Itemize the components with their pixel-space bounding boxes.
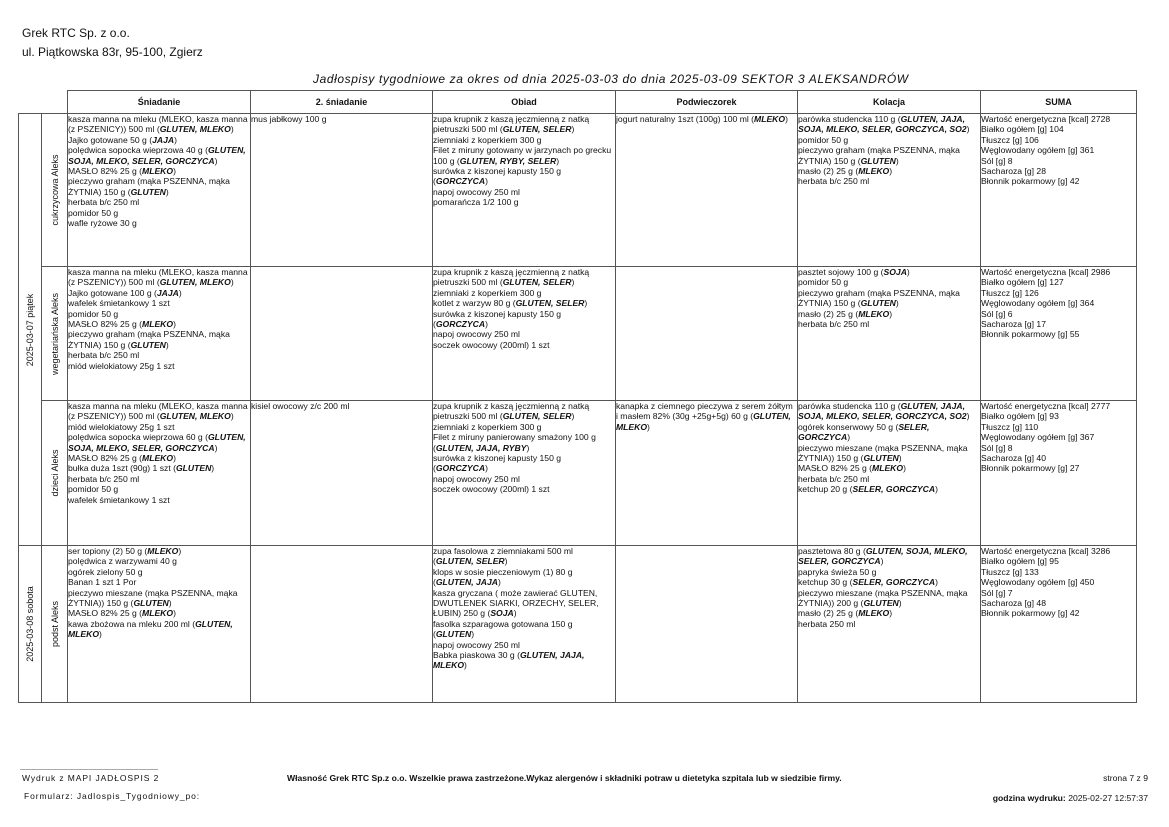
footer-divider bbox=[20, 769, 158, 770]
menu-line: Wartość energetyczna [kcal] 2986 bbox=[981, 267, 1111, 277]
meal-cell bbox=[433, 546, 616, 703]
menu-line: Sacharoza [g] 40 bbox=[981, 453, 1046, 464]
menu-line: Tłuszcz [g] 106 bbox=[981, 134, 1039, 145]
meal-cell bbox=[251, 267, 433, 401]
meal-cell bbox=[68, 267, 251, 401]
menu-line: Białko ogółem [g] 93 bbox=[981, 411, 1059, 422]
menu-line: kawa zbożowa na mleku 200 ml (GLUTEN, MLEKO) bbox=[68, 618, 233, 640]
menu-line: wafelek śmietankowy 1 szt bbox=[68, 494, 170, 505]
meal-lines bbox=[798, 401, 980, 495]
menu-line: pieczywo graham (mąka PSZENNA, mąka ŻYTNIA) 150 g (GLUTEN) bbox=[68, 176, 230, 197]
diet-label: cukrzycowa Aleks bbox=[49, 154, 60, 226]
meal-lines bbox=[798, 267, 980, 329]
menu-line: herbata b/c 250 ml bbox=[798, 473, 870, 484]
menu-line: polędwica z warzywami 40 g bbox=[68, 556, 177, 567]
menu-line: masło (2) 25 g (MLEKO) bbox=[798, 308, 893, 319]
menu-line: Wartość energetyczna [kcal] 2728 bbox=[981, 114, 1111, 124]
menu-line: pasztetowa 80 g (GLUTEN, SOJA, MLEKO, SELER, GORCZYCA) bbox=[798, 546, 968, 567]
meal-lines bbox=[68, 546, 250, 640]
allergen-text: GLUTEN, MLEKO bbox=[159, 124, 231, 135]
allergen-text: MLEKO bbox=[858, 308, 890, 319]
menu-line: pomarańcza 1/2 100 g bbox=[433, 197, 519, 208]
menu-line: mus jabłkowy 100 g bbox=[251, 114, 327, 124]
meal-lines bbox=[798, 114, 980, 187]
allergen-text: GLUTEN, SELER bbox=[502, 277, 572, 288]
meal-cell bbox=[798, 546, 981, 703]
diet-label: dzieci Aleks bbox=[49, 449, 60, 497]
menu-line: miód wielokiatowy 25g 1 szt bbox=[68, 360, 175, 371]
company-address: ul. Piątkowska 83r, 95-100, Zgierz bbox=[22, 45, 203, 59]
menu-line: napoj owocowy 250 ml bbox=[433, 329, 520, 340]
menu-line: herbata b/c 250 ml bbox=[798, 319, 870, 330]
print-time-label: godzina wydruku: bbox=[992, 793, 1066, 803]
menu-line: surówka z kiszonej kapusty 150 g (GORCZYCA) bbox=[433, 308, 562, 330]
day-label: 2025-03-08 sobota bbox=[25, 586, 35, 662]
allergen-text: GLUTEN bbox=[860, 298, 896, 309]
menu-line: zupa krupnik z kaszą jęczmienną z natką pietruszki 500 ml (GLUTEN, SELER) bbox=[433, 267, 590, 288]
meal-cell bbox=[68, 546, 251, 703]
menu-line: Sacharoza [g] 28 bbox=[981, 166, 1046, 177]
meal-cell bbox=[68, 401, 251, 546]
menu-line: zupa krupnik z kaszą jęczmienną z natką pietruszki 500 ml (GLUTEN, SELER) bbox=[433, 401, 590, 422]
menu-line: pomidor 50 g bbox=[798, 277, 849, 288]
allergen-text: SOJA bbox=[883, 267, 907, 277]
table-row bbox=[19, 401, 1137, 546]
meal-cell bbox=[251, 546, 433, 703]
allergen-text: GLUTEN, SOJA, MLEKO, SELER, GORCZYCA bbox=[68, 432, 246, 453]
table-row bbox=[19, 546, 1137, 703]
print-time-value: 2025-02-27 12:57:37 bbox=[1068, 793, 1148, 803]
allergen-text: MLEKO bbox=[858, 608, 890, 619]
menu-line: pieczywo mieszane (mąka PSZENNA, mąka ŻYTNIA)) 150 g (GLUTEN) bbox=[68, 587, 238, 609]
footer-copyright: Własność Grek RTC Sp.z o.o. Wszelkie prawa zastrzeżone.Wykaz alergenów i składniki potraw u dietetyka szpitala lub w siedzibie firmy. bbox=[287, 773, 842, 783]
menu-line: Wartość energetyczna [kcal] 3286 bbox=[981, 546, 1111, 556]
menu-line: ogórek zielony 50 g bbox=[68, 566, 143, 577]
menu-line: pomidor 50 g bbox=[798, 134, 849, 145]
menu-line: jogurt naturalny 1szt (100g) 100 ml (MLEKO) bbox=[616, 114, 788, 124]
col-header-podwieczorek: Podwieczorek bbox=[616, 91, 798, 114]
page-title: Jadłospisy tygodniowe za okres od dnia 2025-03-03 do dnia 2025-03-09 SEKTOR 3 ALEKSANDRÓW bbox=[313, 72, 909, 86]
col-header-suma: SUMA bbox=[981, 91, 1137, 114]
table-row bbox=[19, 114, 1137, 267]
allergen-text: MLEKO bbox=[142, 453, 174, 464]
menu-line: herbata b/c 250 ml bbox=[68, 350, 140, 361]
allergen-text: GLUTEN, SOJA, MLEKO, SELER, GORCZYCA bbox=[68, 145, 246, 166]
menu-line: Białko ogółem [g] 127 bbox=[981, 277, 1064, 288]
meal-cell bbox=[251, 114, 433, 267]
menu-line: Babka piaskowa 30 g (GLUTEN, JAJA, MLEKO) bbox=[433, 650, 585, 671]
menu-line: Banan 1 szt 1 Por bbox=[68, 577, 137, 588]
menu-line: pomidor 50 g bbox=[68, 308, 119, 319]
allergen-text: MLEKO bbox=[142, 319, 174, 330]
menu-line: pieczywo graham (mąka PSZENNA, mąka ŻYTNIA) 150 g (GLUTEN) bbox=[68, 329, 230, 350]
menu-line: herbata 250 ml bbox=[798, 618, 856, 629]
diet-label: podst Aleks bbox=[49, 600, 60, 648]
meal-cell bbox=[68, 114, 251, 267]
meal-cell bbox=[616, 114, 798, 267]
meal-lines bbox=[433, 401, 615, 495]
menu-table bbox=[18, 90, 1137, 703]
day-label: 2025-03-07 piątek bbox=[25, 293, 35, 366]
menu-line: napoj owocowy 250 ml bbox=[433, 186, 520, 197]
menu-line: Jajko gotowane 50 g (JAJA) bbox=[68, 134, 177, 145]
menu-line: fasolka szparagowa gotowana 150 g (GLUTEN) bbox=[433, 618, 573, 640]
allergen-text: GLUTEN, MLEKO bbox=[159, 277, 231, 288]
meal-cell bbox=[433, 267, 616, 401]
allergen-text: GLUTEN, SELER bbox=[515, 298, 585, 309]
allergen-text: GORCZYCA bbox=[435, 176, 486, 187]
menu-line: Węglowodany ogółem [g] 367 bbox=[981, 432, 1095, 443]
footer-print-time bbox=[993, 793, 1148, 803]
menu-line: Błonnik pokarmowy [g] 55 bbox=[981, 329, 1080, 340]
allergen-text: MLEKO bbox=[754, 114, 786, 124]
menu-line: kasza gryczana ( może zawierać GLUTEN, DWUTLENEK SIARKI, ORZECHY, SELER, ŁUBIN) 250 g (SOJA) bbox=[433, 587, 599, 619]
meal-cell bbox=[616, 267, 798, 401]
menu-line: Białko ogółem [g] 104 bbox=[981, 124, 1064, 135]
summary-lines bbox=[981, 401, 1136, 474]
menu-line: pieczywo graham (mąka PSZENNA, mąka ŻYTNIA) 150 g (GLUTEN) bbox=[798, 287, 960, 309]
allergen-text: MLEKO bbox=[142, 608, 174, 619]
menu-line: soczek owocowy (200ml) 1 szt bbox=[433, 339, 550, 350]
menu-line: kasza manna na mleku (MLEKO, kasza manna (z PSZENICY)) 500 ml (GLUTEN, MLEKO) bbox=[68, 114, 248, 135]
menu-line: Błonnik pokarmowy [g] 42 bbox=[981, 608, 1080, 619]
menu-line: Tłuszcz [g] 126 bbox=[981, 287, 1039, 298]
meal-lines bbox=[798, 546, 980, 629]
meal-lines bbox=[616, 401, 797, 432]
allergen-text: GLUTEN bbox=[863, 598, 899, 609]
meal-cell bbox=[798, 401, 981, 546]
summary-cell bbox=[981, 267, 1137, 401]
meal-cell bbox=[798, 267, 981, 401]
col-header-kolacja: Kolacja bbox=[798, 91, 981, 114]
menu-line: wafle ryżowe 30 g bbox=[68, 218, 137, 229]
meal-lines bbox=[433, 114, 615, 208]
meal-cell bbox=[251, 401, 433, 546]
menu-line: miód wielokiatowy 25g 1 szt bbox=[68, 421, 175, 432]
day-cell bbox=[19, 546, 42, 703]
allergen-text: MLEKO bbox=[147, 546, 179, 556]
menu-line: zupa fasolowa z ziemniakami 500 ml (GLUTEN, SELER) bbox=[433, 546, 573, 567]
meal-cell bbox=[433, 401, 616, 546]
menu-line: surówka z kiszonej kapusty 150 g (GORCZYCA) bbox=[433, 166, 562, 187]
diet-cell bbox=[42, 114, 68, 267]
col-header-2-sniadanie: 2. śniadanie bbox=[251, 91, 433, 114]
menu-line: Węglowodany ogółem [g] 364 bbox=[981, 298, 1095, 309]
allergen-text: GLUTEN, SOJA, MLEKO, SELER, GORCZYCA bbox=[798, 546, 968, 567]
footer-form-name: Formularz: Jadlospis_Tygodniowy_po: bbox=[24, 791, 201, 801]
allergen-text: MLEKO bbox=[858, 166, 890, 177]
menu-line: klops w sosie pieczeniowym (1) 80 g (GLUTEN, JAJA) bbox=[433, 566, 573, 588]
allergen-text: GLUTEN, MLEKO bbox=[68, 618, 233, 640]
meal-cell bbox=[433, 114, 616, 267]
summary-lines bbox=[981, 267, 1136, 340]
company-name: Grek RTC Sp. z o.o. bbox=[22, 26, 130, 40]
menu-line: Sól [g] 8 bbox=[981, 442, 1013, 453]
footer-page-number: strona 7 z 9 bbox=[1103, 773, 1148, 783]
allergen-text: GLUTEN bbox=[435, 629, 472, 640]
menu-line: Węglowodany ogółem [g] 450 bbox=[981, 577, 1095, 588]
menu-line: MASŁO 82% 25 g (MLEKO) bbox=[68, 608, 176, 619]
menu-line: bułka duża 1szt (90g) 1 szt (GLUTEN) bbox=[68, 463, 215, 474]
meal-lines bbox=[251, 114, 432, 124]
summary-lines bbox=[981, 114, 1136, 187]
menu-line: herbata b/c 250 ml bbox=[68, 197, 140, 208]
allergen-text: SELER, GORCZYCA bbox=[798, 421, 930, 443]
summary-lines bbox=[981, 546, 1136, 619]
allergen-text: GLUTEN bbox=[130, 186, 166, 197]
menu-line: ziemniaki z koperkiem 300 g bbox=[433, 134, 542, 145]
menu-line: ketchup 30 g (SELER, GORCZYCA) bbox=[798, 577, 938, 588]
summary-cell bbox=[981, 114, 1137, 267]
menu-line: MASŁO 82% 25 g (MLEKO) bbox=[798, 463, 906, 474]
allergen-text: GLUTEN bbox=[130, 339, 166, 350]
meal-lines bbox=[68, 267, 250, 371]
diet-cell bbox=[42, 401, 68, 546]
menu-line: Błonnik pokarmowy [g] 42 bbox=[981, 176, 1080, 187]
menu-line: MASŁO 82% 25 g (MLEKO) bbox=[68, 319, 176, 330]
menu-line: Tłuszcz [g] 110 bbox=[981, 421, 1039, 432]
allergen-text: GLUTEN, RYBY, SELER bbox=[459, 155, 557, 166]
menu-line: parówka studencka 110 g (GLUTEN, JAJA, SOJA, MLEKO, SELER, GORCZYCA, SO2) bbox=[798, 401, 970, 422]
meal-lines bbox=[433, 267, 615, 350]
menu-line: Węglowodany ogółem [g] 361 bbox=[981, 145, 1095, 156]
menu-line: kasza manna na mleku (MLEKO, kasza manna (z PSZENICY)) 500 ml (GLUTEN, MLEKO) bbox=[68, 267, 248, 288]
menu-line: Sól [g] 7 bbox=[981, 587, 1013, 598]
allergen-text: GLUTEN bbox=[860, 155, 896, 166]
allergen-text: JAJA bbox=[156, 287, 179, 298]
menu-line: Sól [g] 8 bbox=[981, 155, 1013, 166]
menu-line: polędwica sopocka wieprzowa 60 g (GLUTEN, SOJA, MLEKO, SELER, GORCZYCA) bbox=[68, 432, 246, 453]
menu-line: Filet z miruny panierowany smażony 100 g (GLUTEN, JAJA, RYBY) bbox=[433, 432, 596, 453]
menu-line: soczek owocowy (200ml) 1 szt bbox=[433, 484, 550, 495]
summary-cell bbox=[981, 546, 1137, 703]
menu-line: parówka studencka 110 g (GLUTEN, JAJA, SOJA, MLEKO, SELER, GORCZYCA, SO2) bbox=[798, 114, 970, 135]
menu-line: pomidor 50 g bbox=[68, 484, 119, 495]
meal-cell bbox=[798, 114, 981, 267]
meal-cell bbox=[616, 546, 798, 703]
diet-cell bbox=[42, 546, 68, 703]
allergen-text: MLEKO bbox=[872, 463, 904, 474]
menu-line: pieczywo mieszane (mąka PSZENNA, mąka ŻYTNIA)) 150 g (GLUTEN) bbox=[798, 442, 968, 464]
allergen-text: MLEKO bbox=[142, 166, 174, 177]
menu-line: kotlet z warzyw 80 g (GLUTEN, SELER) bbox=[433, 298, 588, 309]
meal-lines bbox=[251, 401, 432, 411]
allergen-text: GORCZYCA bbox=[435, 319, 486, 330]
menu-line: Sól [g] 6 bbox=[981, 308, 1013, 319]
menu-line: herbata b/c 250 ml bbox=[68, 473, 140, 484]
allergen-text: GLUTEN, JAJA, SOJA, MLEKO, SELER, GORCZYCA, SO2 bbox=[798, 401, 967, 422]
allergen-text: JAJA bbox=[152, 134, 175, 145]
menu-line: kanapka z ciemnego pieczywa z serem żółtym i masłem 82% (30g +25g+5g) 60 g (GLUTEN, MLEKO) bbox=[616, 401, 793, 432]
menu-line: kasza manna na mleku (MLEKO, kasza manna (z PSZENICY)) 500 ml (GLUTEN, MLEKO) bbox=[68, 401, 248, 422]
menu-line: Sacharoza [g] 17 bbox=[981, 319, 1046, 330]
header-row bbox=[19, 91, 1137, 114]
allergen-text: GORCZYCA bbox=[435, 463, 486, 474]
allergen-text: GLUTEN, MLEKO bbox=[616, 411, 791, 432]
menu-line: ser topiony (2) 50 g (MLEKO) bbox=[68, 546, 182, 556]
col-header-obiad: Obiad bbox=[433, 91, 616, 114]
diet-label: wegetariańska Aleks bbox=[49, 292, 60, 375]
allergen-text: GLUTEN, JAJA, RYBY bbox=[435, 442, 527, 453]
company-block bbox=[22, 24, 203, 62]
menu-line: masło (2) 25 g (MLEKO) bbox=[798, 166, 893, 177]
footer-print-source: Wydruk z MAPI JADŁOSPIS 2 bbox=[22, 773, 160, 783]
menu-line: napoj owocowy 250 ml bbox=[433, 639, 520, 650]
meal-lines bbox=[68, 401, 250, 505]
menu-line: ketchup 20 g (SELER, GORCZYCA) bbox=[798, 484, 938, 495]
meal-lines bbox=[68, 114, 250, 228]
summary-cell bbox=[981, 401, 1137, 546]
allergen-text: GLUTEN bbox=[133, 598, 169, 609]
allergen-text: GLUTEN bbox=[175, 463, 212, 474]
menu-line: MASŁO 82% 25 g (MLEKO) bbox=[68, 166, 176, 177]
menu-line: Filet z miruny gotowany w jarzynach po grecku 100 g (GLUTEN, RYBY, SELER) bbox=[433, 145, 612, 166]
menu-line: herbata b/c 250 ml bbox=[798, 176, 870, 187]
allergen-text: GLUTEN, JAJA bbox=[435, 577, 498, 588]
menu-line: Sacharoza [g] 48 bbox=[981, 598, 1046, 609]
allergen-text: SOJA bbox=[490, 608, 514, 619]
col-header-sniadanie: Śniadanie bbox=[68, 91, 251, 114]
menu-line: ziemniaki z koperkiem 300 g bbox=[433, 287, 542, 298]
allergen-text: GLUTEN, JAJA, SOJA, MLEKO, SELER, GORCZYCA, SO2 bbox=[798, 114, 967, 135]
menu-line: kisiel owocowy z/c 200 ml bbox=[251, 401, 350, 411]
allergen-text: GLUTEN, SELER bbox=[435, 556, 505, 567]
menu-line: ziemniaki z koperkiem 300 g bbox=[433, 421, 542, 432]
menu-line: Tłuszcz [g] 133 bbox=[981, 566, 1039, 577]
allergen-text: GLUTEN, JAJA, MLEKO bbox=[433, 650, 585, 671]
menu-line: Błonnik pokarmowy [g] 27 bbox=[981, 463, 1080, 474]
diet-cell bbox=[42, 267, 68, 401]
allergen-text: GLUTEN, SELER bbox=[502, 124, 572, 135]
menu-line: masło (2) 25 g (MLEKO) bbox=[798, 608, 893, 619]
table-row bbox=[19, 267, 1137, 401]
menu-line: pomidor 50 g bbox=[68, 207, 119, 218]
meal-cell bbox=[616, 401, 798, 546]
menu-line: zupa krupnik z kaszą jęczmienną z natką pietruszki 500 ml (GLUTEN, SELER) bbox=[433, 114, 590, 135]
menu-line: pieczywo graham (mąka PSZENNA, mąka ŻYTNIA) 150 g (GLUTEN) bbox=[798, 145, 960, 166]
menu-line: surówka z kiszonej kapusty 150 g (GORCZYCA) bbox=[433, 453, 562, 474]
allergen-text: SELER, GORCZYCA bbox=[852, 484, 936, 495]
menu-line: MASŁO 82% 25 g (MLEKO) bbox=[68, 453, 176, 464]
menu-line: papryka świeża 50 g bbox=[798, 566, 877, 577]
allergen-text: GLUTEN bbox=[863, 453, 899, 464]
menu-line: ogórek konserwowy 50 g (SELER, GORCZYCA) bbox=[798, 421, 930, 443]
meal-lines bbox=[616, 114, 797, 124]
allergen-text: GLUTEN, MLEKO bbox=[159, 411, 231, 422]
menu-line: Jajko gotowane 100 g (JAJA) bbox=[68, 287, 182, 298]
menu-line: pasztet sojowy 100 g (SOJA) bbox=[798, 267, 910, 277]
meal-lines bbox=[433, 546, 615, 671]
menu-line: Białko ogółem [g] 95 bbox=[981, 556, 1059, 567]
day-cell bbox=[19, 114, 42, 546]
menu-line: Wartość energetyczna [kcal] 2777 bbox=[981, 401, 1111, 411]
menu-line: polędwica sopocka wieprzowa 40 g (GLUTEN, SOJA, MLEKO, SELER, GORCZYCA) bbox=[68, 145, 246, 166]
allergen-text: GLUTEN, SELER bbox=[502, 411, 572, 422]
menu-line: napoj owocowy 250 ml bbox=[433, 473, 520, 484]
allergen-text: SELER, GORCZYCA bbox=[852, 577, 936, 588]
menu-line: pieczywo mieszane (mąka PSZENNA, mąka ŻYTNIA)) 200 g (GLUTEN) bbox=[798, 587, 968, 609]
menu-line: wafelek śmietankowy 1 szt bbox=[68, 298, 170, 309]
